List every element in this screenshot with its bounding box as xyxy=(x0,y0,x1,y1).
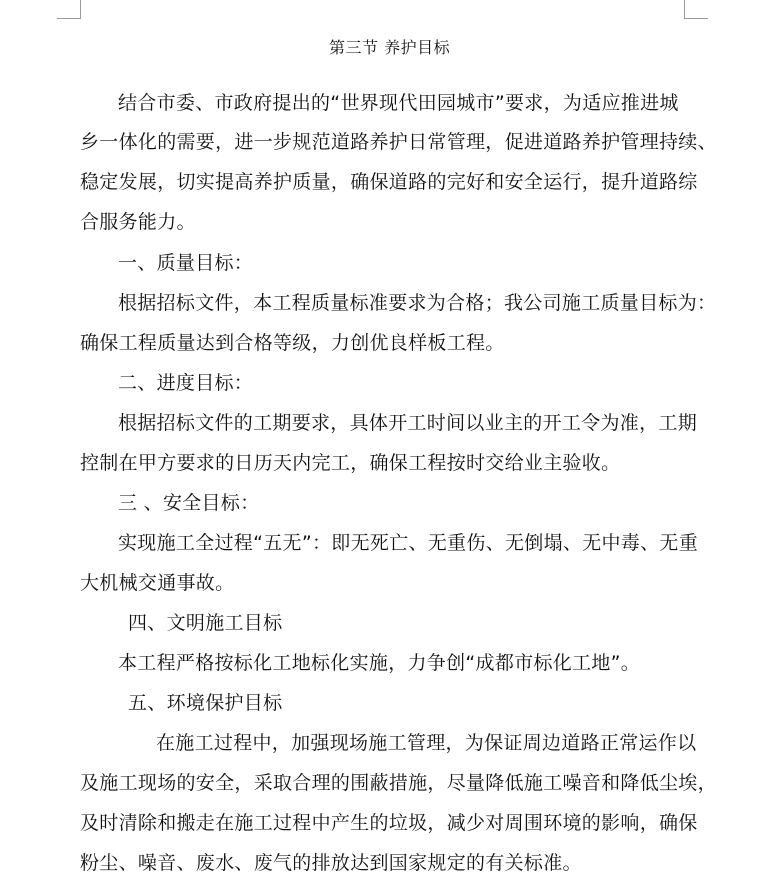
intro-line: 合服务能力。 xyxy=(80,211,196,233)
section-heading-safety: 三 、安全目标： xyxy=(118,492,260,514)
section-line: 在施工过程中，加强现场施工管理，为保证周边道路正常运作以 xyxy=(156,732,697,754)
section-heading-quality: 一、质量目标： xyxy=(118,252,254,274)
section-line: 及时清除和搬走在施工过程中产生的垃圾，减少对周围环境的影响，确保 xyxy=(80,812,698,834)
intro-line: 乡一体化的需要，进一步规范道路养护日常管理，促进道路养护管理持续、 xyxy=(80,131,717,153)
section-heading-schedule: 二、进度目标： xyxy=(118,372,254,394)
page-title: 第三节 养护目标 xyxy=(329,38,451,57)
section-line: 实现施工全过程“五无”：即无死亡、无重伤、无倒塌、无中毒、无重 xyxy=(118,532,698,554)
intro-line: 稳定发展，切实提高养护质量，确保道路的完好和安全运行，提升道路综 xyxy=(80,171,698,193)
section-line: 控制在甲方要求的日历天内完工，确保工程按时交给业主验收。 xyxy=(80,452,621,474)
section-line: 本工程严格按标化工地标化实施，力争创“成都市标化工地”。 xyxy=(118,652,641,674)
section-heading-civilized-construction: 四、文明施工目标 xyxy=(128,612,283,634)
page-corner-mark-right xyxy=(684,0,708,19)
section-heading-environmental-protection: 五、环境保护目标 xyxy=(128,692,283,714)
section-line: 大机械交通事故。 xyxy=(80,572,235,594)
section-line: 根据招标文件的工期要求，具体开工时间以业主的开工令为准，工期 xyxy=(118,412,698,434)
section-line: 及施工现场的安全，采取合理的围蔽措施，尽量降低施工噪音和降低尘埃， xyxy=(80,772,717,794)
section-line: 粉尘、噪音、废水、废气的排放达到国家规定的有关标准。 xyxy=(80,852,582,874)
section-line: 确保工程质量达到合格等级，力创优良样板工程。 xyxy=(80,332,505,354)
intro-line: 结合市委、市政府提出的“世界现代田园城市”要求，为适应推进城 xyxy=(118,92,679,114)
section-line: 根据招标文件，本工程质量标准要求为合格；我公司施工质量目标为： xyxy=(118,292,717,314)
page-corner-mark-left xyxy=(57,0,81,19)
